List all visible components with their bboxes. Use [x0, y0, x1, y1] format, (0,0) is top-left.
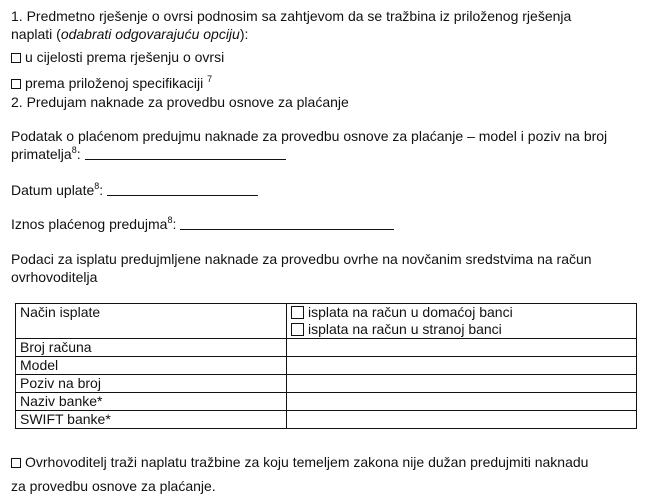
table-row — [16, 375, 637, 393]
table-row — [16, 411, 637, 429]
item2-title: 2. Predujam naknade za provedbu osnove za plaćanje — [11, 94, 349, 110]
value-cell[interactable] — [287, 393, 637, 411]
table-row — [16, 357, 637, 375]
checkbox[interactable] — [11, 79, 21, 89]
table-row — [16, 393, 637, 411]
checkbox[interactable] — [291, 323, 304, 336]
date-blank[interactable] — [107, 182, 258, 196]
table-row — [16, 304, 637, 339]
payment-date: Datum uplate$^8$: — [11, 181, 655, 199]
table-row — [16, 339, 637, 357]
option-spec[interactable]: prema priloženoj specifikaciji $^7$ — [11, 74, 655, 92]
value-cell[interactable] — [287, 411, 637, 429]
value-cell[interactable] — [287, 375, 637, 393]
option-domestic[interactable]: isplata na račun u domaćoj banci — [291, 304, 636, 321]
payout-table — [15, 303, 637, 429]
row-label: SWIFT banke* — [16, 411, 287, 429]
item1-text: 1. Predmetno rješenje o ovrsi podnosim sa zahtjevom da se tražbina iz priloženog rješenja naplati (odabrati odgovarajuću opciju): — [11, 8, 572, 42]
payment-reference: Podatak o plaćenom predujmu naknade za provedbu osnove za plaćanje – model i poziv na broj primatelja$^8$: — [11, 128, 608, 162]
row-label: Naziv banke* — [16, 393, 287, 411]
value-cell[interactable] — [287, 357, 637, 375]
checkbox[interactable] — [291, 306, 304, 319]
refund-info: Podaci za isplatu predujmljene naknade za provedbu ovrhe na novčanim sredstvima na račun ovrhovoditelja — [11, 251, 592, 285]
row-label: Način isplate — [16, 304, 287, 339]
payment-amount: Iznos plaćenog predujma$^8$: — [11, 215, 655, 233]
reference-blank[interactable] — [85, 146, 286, 160]
amount-blank[interactable] — [180, 216, 394, 230]
checkbox[interactable] — [11, 53, 21, 63]
row-label: Model — [16, 357, 287, 375]
option-foreign[interactable]: isplata na račun u stranoj banci — [291, 321, 636, 338]
payout-options — [287, 304, 637, 339]
row-label: Broj računa — [16, 339, 287, 357]
exemption-option: Ovrhovoditelj traži naplatu tražbine za koju temeljem zakona nije dužan predujmiti naknadu za provedbu osnove za plaćanje. — [11, 454, 589, 494]
value-cell[interactable] — [287, 339, 637, 357]
option-whole[interactable]: u cijelosti prema rješenju o ovrsi — [11, 48, 655, 66]
checkbox[interactable] — [11, 458, 21, 468]
row-label: Poziv na broj — [16, 375, 287, 393]
